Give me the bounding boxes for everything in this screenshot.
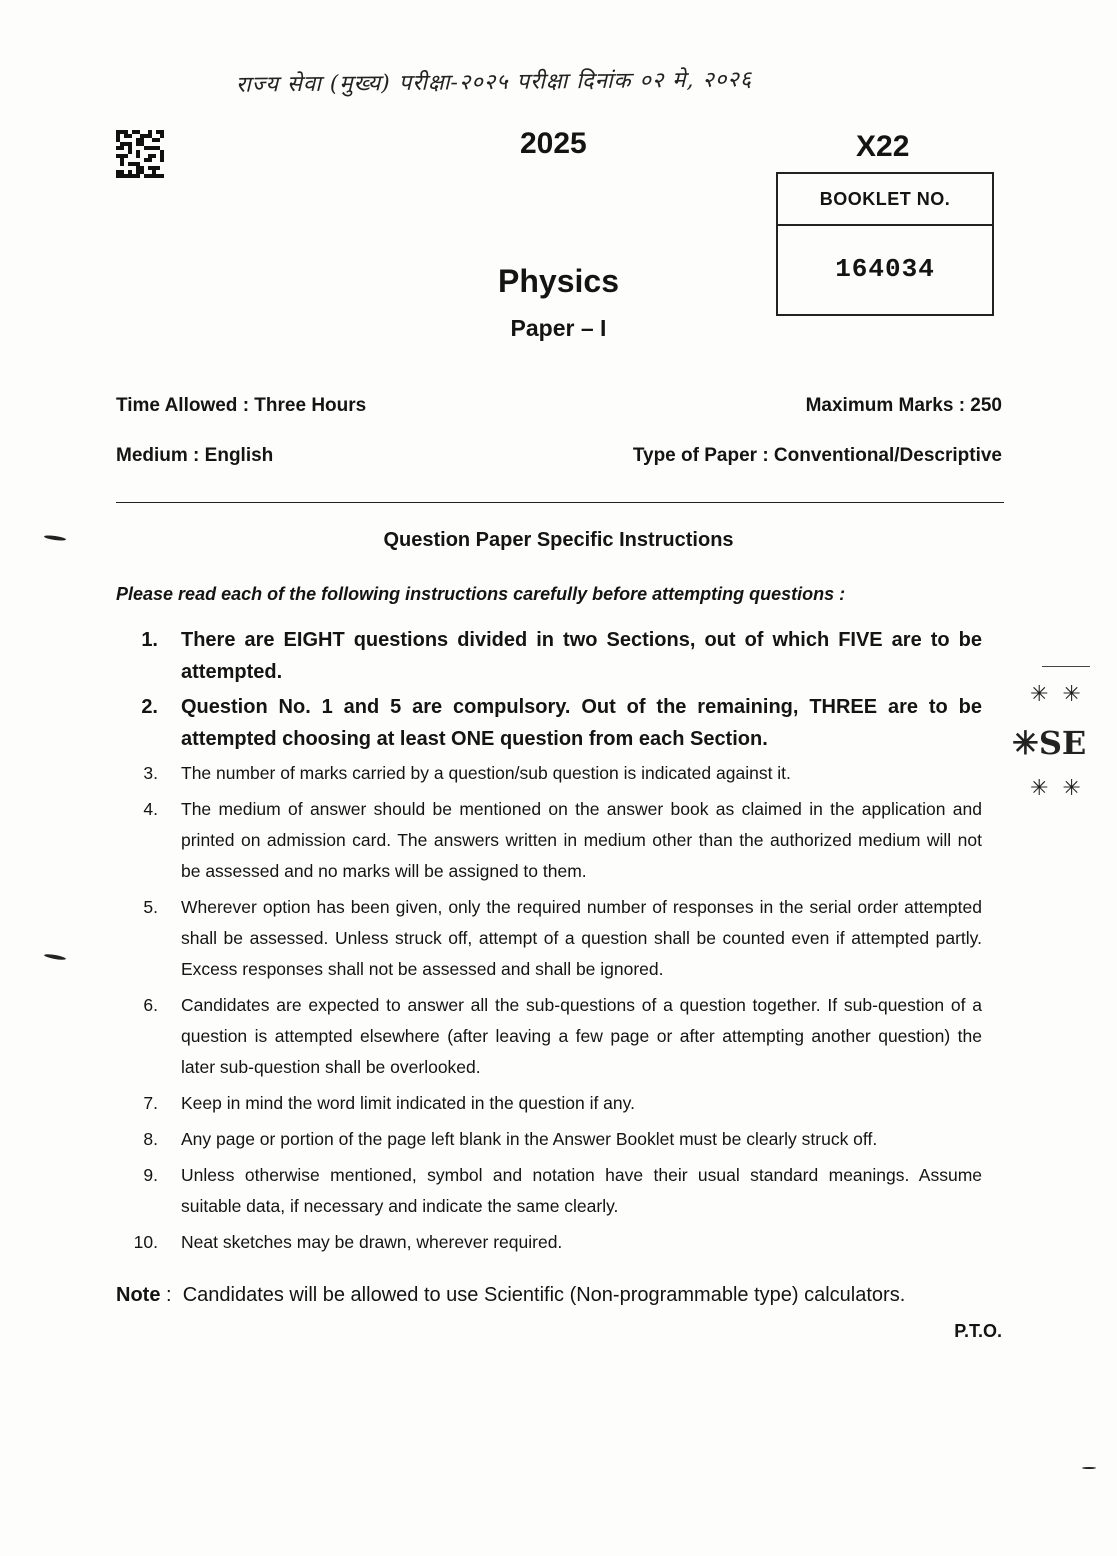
item-text: Neat sketches may be drawn, wherever required.	[181, 1232, 563, 1252]
booklet-number: 164034	[835, 254, 935, 284]
paper-title: Paper – I	[510, 315, 607, 341]
instructions-title: Question Paper Specific Instructions	[383, 529, 734, 551]
item-number: 8.	[143, 1129, 158, 1149]
list-item	[116, 1227, 982, 1258]
note	[116, 1284, 905, 1307]
medium: Medium : English	[116, 445, 274, 466]
paper-type: Type of Paper : Conventional/Descriptive	[632, 445, 1002, 466]
booklet-label: BOOKLET NO.	[778, 174, 992, 226]
scan-mark	[44, 953, 66, 961]
item-number: 7.	[143, 1093, 158, 1113]
security-stamp	[1012, 660, 1106, 810]
item-text: Unless otherwise mentioned, symbol and notation have their usual standard meanings. Assume suitable data, if necessary and indicate the same clearly.	[181, 1165, 982, 1216]
list-item	[116, 1088, 982, 1119]
list-item	[116, 758, 982, 789]
stamp-line	[1042, 666, 1090, 667]
list-item	[116, 1124, 982, 1155]
paper-code: X22	[856, 130, 910, 163]
item-text: Any page or portion of the page left blank in the Answer Booklet must be clearly struck off.	[181, 1129, 878, 1149]
scan-mark	[1082, 1467, 1096, 1469]
asterisk-icon: ✳ ✳	[1030, 682, 1081, 707]
note-label: Note	[116, 1284, 161, 1306]
item-number: 5.	[143, 897, 158, 917]
item-number: 1.	[141, 629, 158, 651]
item-text: Keep in mind the word limit indicated in the question if any.	[181, 1093, 635, 1113]
list-item	[116, 1160, 982, 1222]
item-number: 10.	[133, 1232, 158, 1252]
list-item	[116, 624, 982, 688]
maximum-marks: Maximum Marks : 250	[805, 395, 1002, 416]
item-text: The medium of answer should be mentioned on the answer book as claimed in the application and printed on admission card. The answers written in medium other than the authorized medium will not be assessed and no marks will be assigned to them.	[181, 799, 982, 881]
list-item	[116, 990, 982, 1083]
item-text: The number of marks carried by a question/sub question is indicated against it.	[181, 763, 791, 783]
list-item	[116, 794, 982, 887]
handwritten-header: राज्य सेवा (मुख्य) परीक्षा-२०२५ परीक्षा दिनांक ०२ मे, २०२६	[235, 67, 753, 98]
list-item	[116, 892, 982, 985]
exam-year: 2025	[520, 127, 587, 160]
item-number: 6.	[143, 995, 158, 1015]
item-number: 4.	[143, 799, 158, 819]
instructions-list	[116, 624, 982, 1263]
item-text: There are EIGHT questions divided in two Sections, out of which FIVE are to be attempted.	[181, 629, 982, 683]
item-text: Candidates are expected to answer all the sub-questions of a question together. If sub-question of a question is attempted elsewhere (after leaving a few page or after attempting another question) the later sub-question shall be overlooked.	[181, 995, 982, 1077]
qr-code	[116, 130, 164, 178]
stamp-text: ✳SE	[1012, 724, 1087, 762]
asterisk-icon: ✳ ✳	[1030, 776, 1081, 801]
item-text: Wherever option has been given, only the required number of responses in the serial order attempted shall be assessed. Unless struck off, attempt of a question shall be counted even if attempted partly. Excess responses shall not be assessed and shall be ignored.	[181, 897, 982, 979]
pto-label: P.T.O.	[954, 1321, 1002, 1341]
item-number: 3.	[143, 763, 158, 783]
item-text: Question No. 1 and 5 are compulsory. Out of the remaining, THREE are to be attempted choosing at least ONE question from each Section.	[181, 696, 982, 750]
time-allowed: Time Allowed : Three Hours	[116, 395, 367, 416]
divider	[116, 502, 1004, 503]
subject-title: Physics	[498, 263, 619, 299]
note-text: Candidates will be allowed to use Scientific (Non-programmable type) calculators.	[182, 1284, 906, 1306]
item-number: 2.	[141, 696, 158, 718]
instructions-intro: Please read each of the following instructions carefully before attempting questions :	[116, 584, 846, 604]
item-number: 9.	[143, 1165, 158, 1185]
note-colon: :	[160, 1284, 183, 1306]
list-item	[116, 691, 982, 755]
